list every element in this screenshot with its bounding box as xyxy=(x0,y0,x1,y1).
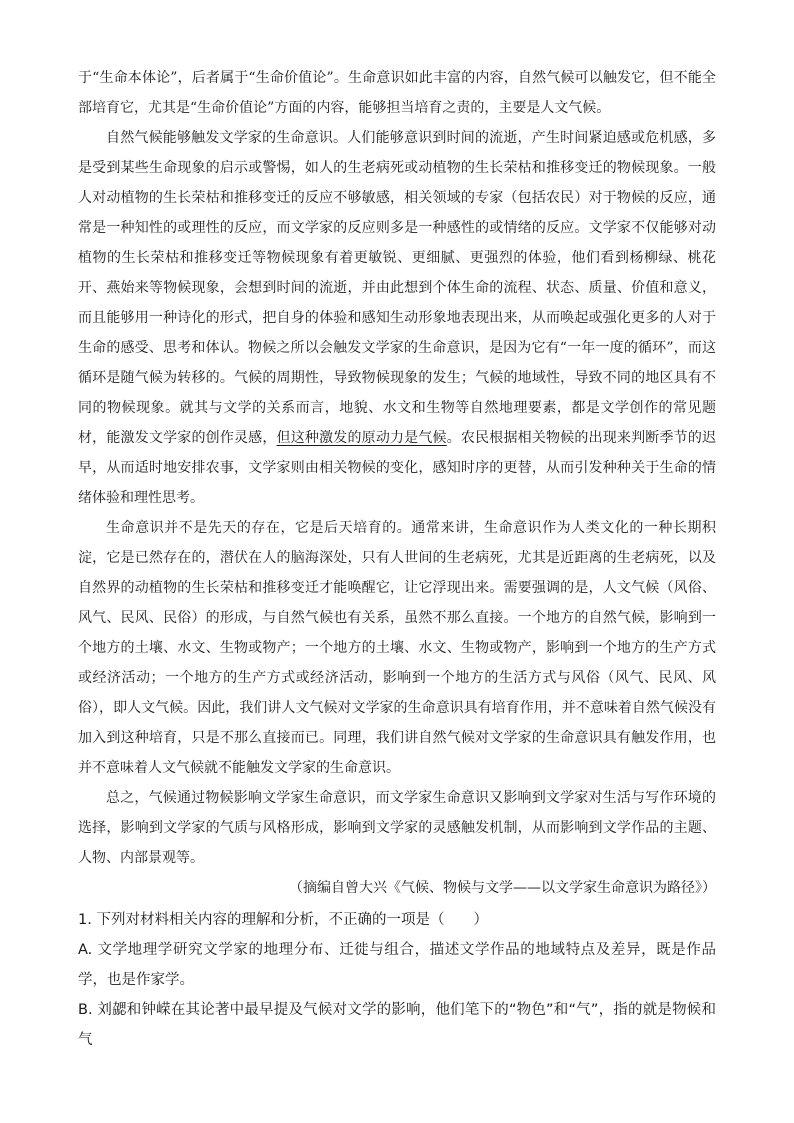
passage-paragraph-2 xyxy=(78,123,716,513)
question-1 xyxy=(78,905,716,1055)
passage-paragraph-2-text-b: 。农民根据相关物候的出现来判断季节的迟早，从而适时地安排农事，文学家则由相关物候的变化，感知时序的更替，从而引发种种关于生命的情绪体验和理性思考。 xyxy=(78,430,717,506)
question-stem: 1. 下列对材料相关内容的理解和分析，不正确的一项是（ ） xyxy=(78,912,488,928)
underlined-phrase: 但这种激发的原动力是气候 xyxy=(276,430,447,446)
passage-paragraph-2-text-a: 自然气候能够触发文学家的生命意识。人们能够意识到时间的流逝，产生时间紧迫感或危机感，多是受到某些生命现象的启示或警惕，如人的生老病死或动植物的生长荣枯和推移变迁的物候现象。一般人对动植物的生长荣枯和推移变迁的反应不够敏感，相关领域的专家（包括农民）对于物候的反应，通常是一种知性的或理性的反应，而文学家的反应则多是一种感性的或情绪的反应。文学家不仅能够对动植物的生长荣枯和推移变迁等物候现象有着更敏锐、更细腻、更强烈的体验，他们看到杨柳绿、桃花开、燕始来等物候现象，会想到时间的流逝，并由此想到个体生命的流程、状态、质量、价值和意义，而且能够用一种诗化的形式，把自身的体验和感知生动形象地表现出来，从而唤起或强化更多的人对于生命的感受、思考和体认。物候之所以会触发文学家的生命意识，是因为它有“一年一度的循环”，而这循环是随气候为转移的。气候的周期性，导致物候现象的发生；气候的地域性，导致不同的地区具有不同的物候现象。就其与文学的关系而言，地貌、水文和生物等自然地理要素，都是文学创作的常见题材，能激发文学家的创作灵感， xyxy=(78,130,716,446)
passage-source: （摘编自曾大兴《气候、物候与文学——以文学家生命意识为路径》） xyxy=(289,880,716,896)
passage-paragraph-1: 于“生命本体论”，后者属于“生命价值论”。生命意识如此丰富的内容，自然气候可以触发它，但不能全部培育它，尤其是“生命价值论”方面的内容，能够担当培育之责的，主要是人文气候。 xyxy=(78,70,716,116)
passage-paragraph-3: 生命意识并不是先天的存在，它是后天培育的。通常来讲，生命意识作为人类文化的一种长期积淀，它是已然存在的，潜伏在人的脑海深处，只有人世间的生老病死，尤其是近距离的生老病死，以及自然界的动植物的生长荣枯和推移变迁才能唤醒它，让它浮现出来。需要强调的是，人文气候（风俗、风气、民风、民俗）的形成，与自然气候也有关系，虽然不那么直接。一个地方的自然气候，影响到一个地方的土壤、水文、生物或物产；一个地方的土壤、水文、生物或物产，影响到一个地方的生产方式或经济活动；一个地方的生产方式或经济活动，影响到一个地方的生活方式与风俗（风气、民风、风俗），即人文气候。因此，我们讲人文气候对文学家的生命意识具有培育作用，并不意味着自然气候没有加入到这种培育，只是不那么直接而已。同理，我们讲自然气候对文学家的生命意识具有触发作用，也并不意味着人文气候就不能触发文学家的生命意识。 xyxy=(78,520,716,776)
passage-paragraph-4: 总之，气候通过物候影响文学家生命意识，而文学家生命意识又影响到文学家对生活与写作环境的选择，影响到文学家的气质与风格形成，影响到文学家的灵感触发机制，从而影响到文学作品的主题、人物、内部景观等。 xyxy=(78,790,716,866)
option-b: B. 刘勰和钟嵘在其论著中最早提及气候对文学的影响，他们笔下的“物色”和“气”，指的就是物候和气 xyxy=(78,1002,716,1048)
option-a: A. 文学地理学研究文学家的地理分布、迁徙与组合，描述文学作品的地域特点及差异，既是作品学，也是作家学。 xyxy=(78,942,716,988)
